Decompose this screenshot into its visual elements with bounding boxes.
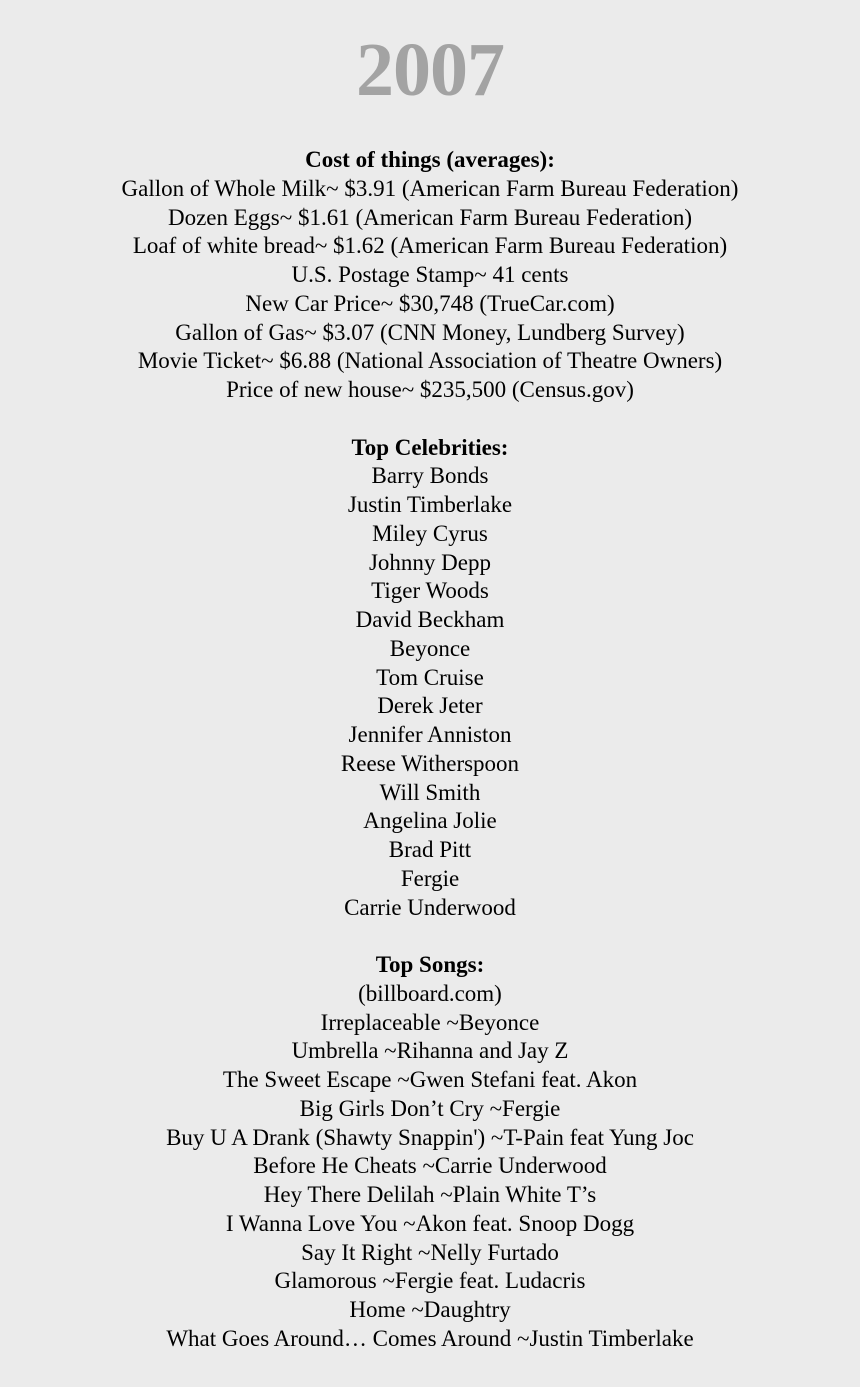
cost-item: U.S. Postage Stamp~ 41 cents [291, 262, 569, 287]
year-title: 2007 [356, 28, 504, 112]
celebrity-item: Beyonce [389, 635, 471, 661]
cost-item: Gallon of Gas~ $3.07 (CNN Money, Lundberg Survey) [175, 319, 685, 345]
cost-item: Dozen Eggs~ $1.61 (American Farm Bureau Federation) [167, 204, 693, 230]
celebrity-item: Derek Jeter [377, 693, 483, 719]
song-item: Say It Right ~Nelly Furtado [301, 1239, 559, 1265]
celebrity-item: Reese Witherspoon [340, 750, 520, 776]
song-item: The Sweet Escape ~Gwen Stefani feat. Akon [222, 1067, 638, 1092]
celebrity-item: David Beckham [355, 607, 505, 632]
celebrity-item: Barry Bonds [371, 463, 489, 489]
celebrity-item: Jennifer Anniston [348, 722, 512, 747]
section-spacer [0, 922, 860, 951]
song-item: Hey There Delilah ~Plain White T’s [263, 1182, 597, 1207]
celebrity-item: Brad Pitt [388, 837, 472, 862]
songs-heading: Top Songs: [375, 952, 485, 977]
celebrity-item: Miley Cyrus [372, 520, 488, 546]
song-item: Before He Cheats ~Carrie Underwood [253, 1153, 607, 1179]
songs-source: (billboard.com) [358, 980, 502, 1006]
song-item: Umbrella ~Rihanna and Jay Z [291, 1038, 569, 1064]
cost-item: Movie Ticket~ $6.88 (National Association of Theatre Owners) [137, 348, 723, 374]
section-spacer [0, 405, 860, 434]
songs-section [0, 951, 860, 1354]
cost-item: Price of new house~ $235,500 (Census.gov) [226, 377, 634, 402]
celebrities-heading: Top Celebrities: [351, 434, 509, 460]
content [0, 146, 860, 1354]
celebrity-item: Justin Timberlake [347, 492, 513, 517]
cost-item: Loaf of white bread~ $1.62 (American Farm Bureau Federation) [132, 233, 728, 259]
celebrity-item: Fergie [400, 865, 460, 891]
cost-heading: Cost of things (averages): [305, 147, 555, 172]
song-item: Home ~Daughtry [349, 1297, 511, 1322]
song-item: Big Girls Don’t Cry ~Fergie [299, 1095, 561, 1121]
song-item: Glamorous ~Fergie feat. Ludacris [274, 1268, 586, 1294]
song-item: Irreplaceable ~Beyonce [320, 1009, 540, 1035]
celebrity-item: Tom Cruise [376, 664, 484, 690]
song-item: What Goes Around… Comes Around ~Justin Timberlake [166, 1325, 694, 1351]
celebrity-item: Tiger Woods [371, 578, 489, 604]
cost-item: New Car Price~ $30,748 (TrueCar.com) [245, 290, 615, 316]
song-item: Buy U A Drank (Shawty Snappin') ~T-Pain feat Yung Joc [166, 1124, 694, 1150]
celebrities-section [0, 434, 860, 923]
celebrity-item: Angelina Jolie [363, 808, 497, 834]
cost-item: Gallon of Whole Milk~ $3.91 (American Farm Bureau Federation) [121, 175, 739, 201]
celebrity-item: Will Smith [379, 779, 481, 805]
cost-section [0, 146, 860, 405]
celebrity-item: Carrie Underwood [344, 894, 516, 920]
celebrity-item: Johnny Depp [368, 549, 492, 575]
song-item: I Wanna Love You ~Akon feat. Snoop Dogg [225, 1210, 635, 1236]
